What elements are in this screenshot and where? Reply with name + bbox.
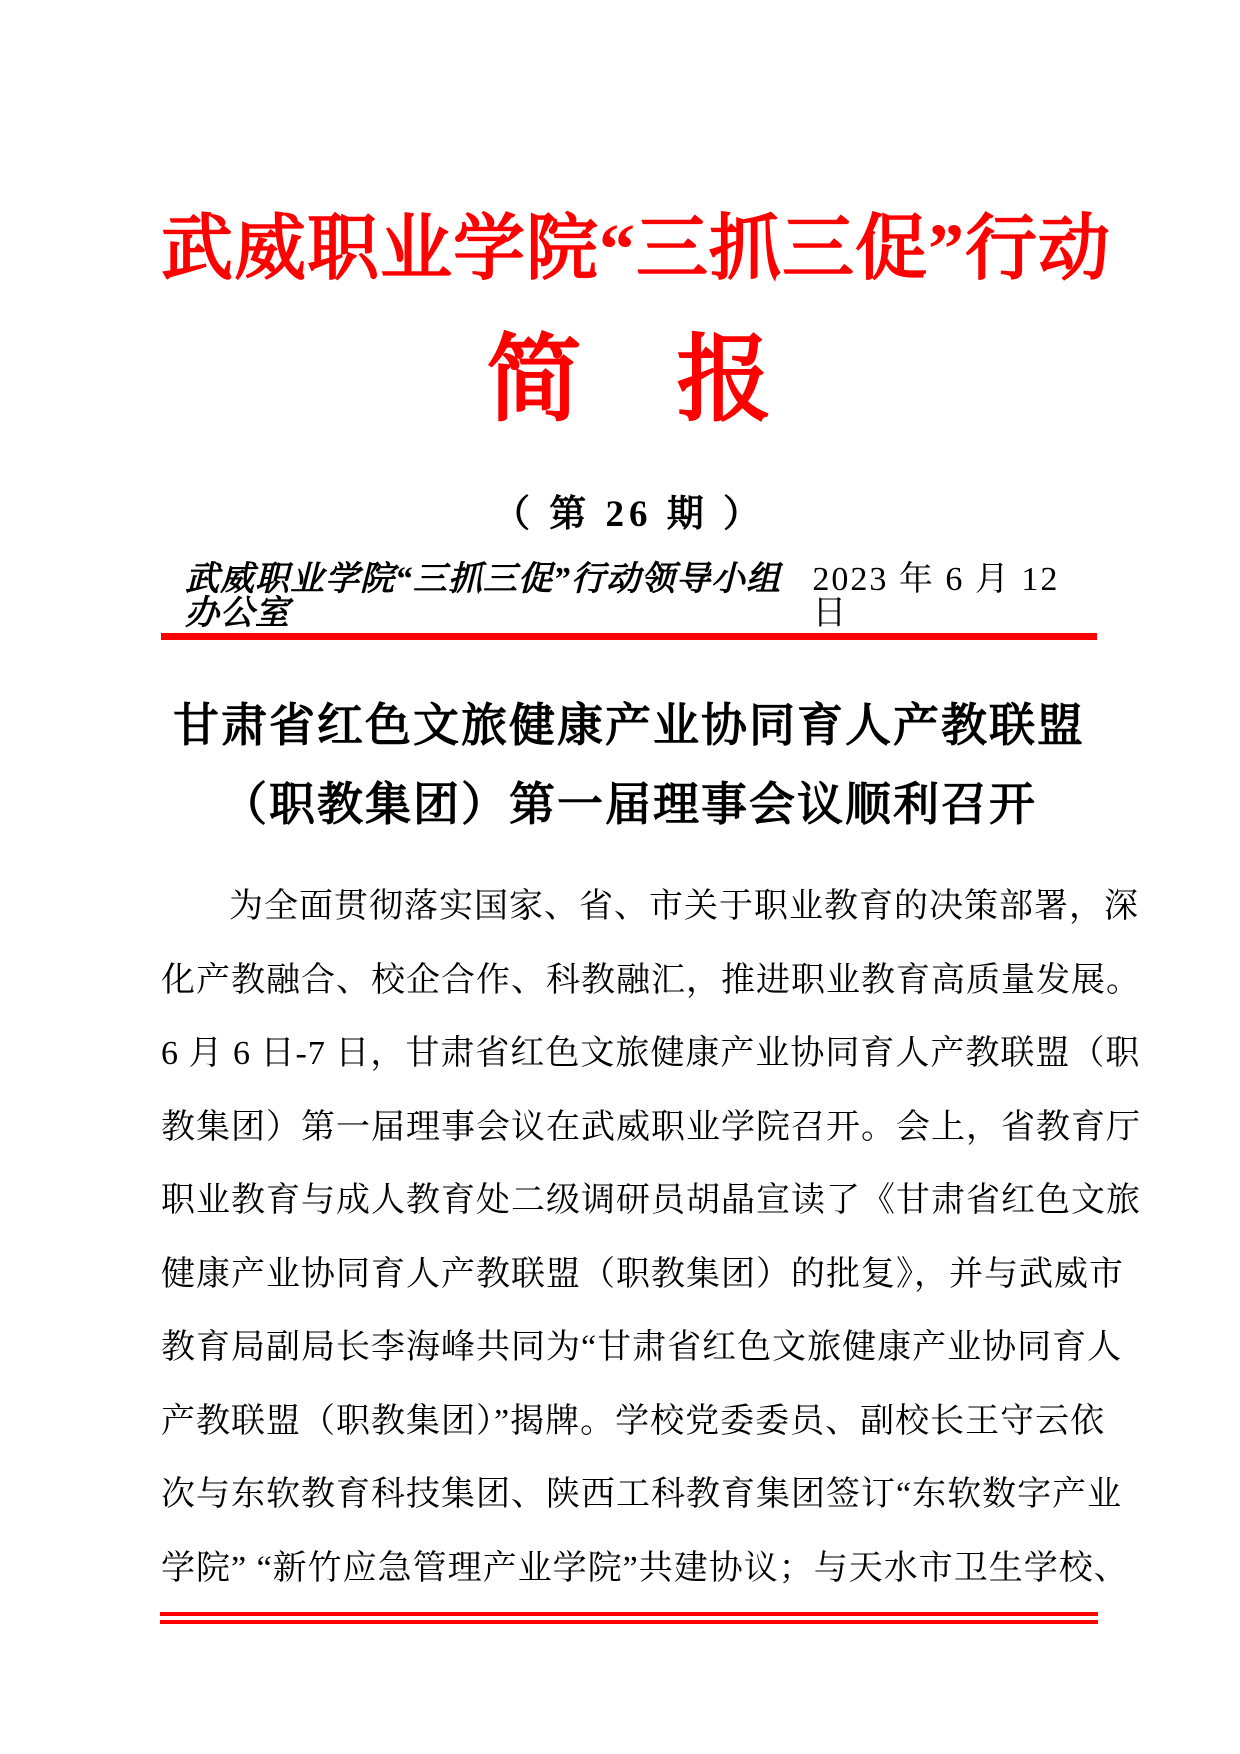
masthead-subtitle: 简 报 <box>486 327 772 433</box>
article-heading-line1: 甘肃省红色文旅健康产业协同育人产教联盟 <box>173 700 1085 751</box>
body-line: 学院” “新竹应急管理产业学院”共建协议；与天水市卫生学校、 <box>161 1549 1129 1587</box>
article-heading-line2: （职教集团）第一届理事会议顺利召开 <box>221 779 1037 830</box>
body-line: 产教联盟（职教集团）”揭牌。学校党委委员、副校长王守云依 <box>161 1402 1106 1440</box>
body-line: 职业教育与成人教育处二级调研员胡晶宣读了《甘肃省红色文旅 <box>161 1182 1141 1219</box>
body-line: 化产教融合、校企合作、科教融汇，推进职业教育高质量发展。 <box>161 961 1141 999</box>
issue-date: 2023 年 6 月 12 日 <box>812 561 1060 632</box>
body-line: 为全面贯彻落实国家、省、市关于职业教育的决策部署，深 <box>229 888 1139 925</box>
bottom-rule-bottom-line <box>160 1620 1098 1624</box>
masthead-title: 武威职业学院“三抓三促”行动 <box>161 209 1112 289</box>
masthead <box>161 209 1112 535</box>
body-line: 教集团）第一届理事会议在武威职业学院召开。会上，省教育厅 <box>161 1108 1141 1146</box>
issuer-date-row <box>161 563 1097 640</box>
article-body <box>161 870 1141 1605</box>
issue-number: （ 第 26 期 ） <box>493 494 765 535</box>
issuer-name: 武威职业学院“三抓三促”行动领导小组办公室 <box>185 561 781 632</box>
body-line: 教育局副局长李海峰共同为“甘肃省红色文旅健康产业协同育人 <box>161 1329 1123 1366</box>
body-line: 6 月 6 日-7 日，甘肃省红色文旅健康产业协同育人产教联盟（职 <box>161 1035 1141 1072</box>
body-line: 健康产业协同育人产教联盟（职教集团）的批复》，并与武威市 <box>161 1255 1124 1293</box>
bottom-double-rule <box>160 1612 1098 1624</box>
body-line: 次与东软教育科技集团、陕西工科教育集团签订“东软数字产业 <box>161 1476 1123 1513</box>
content-area <box>161 209 1141 1605</box>
